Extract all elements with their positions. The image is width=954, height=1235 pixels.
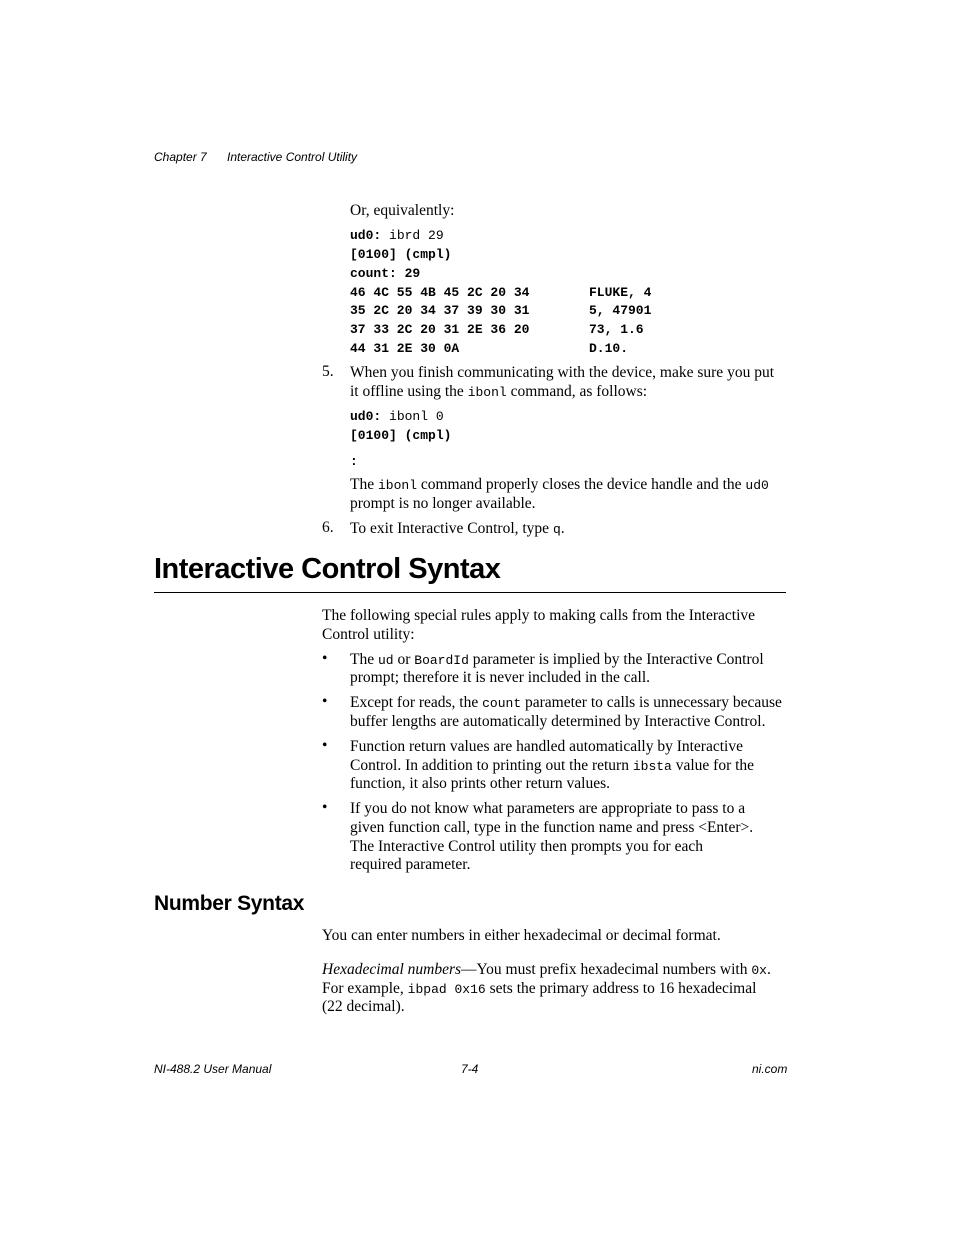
- section-intro-line2: Control utility:: [322, 626, 415, 643]
- bullet-marker: •: [322, 799, 328, 816]
- bullet3-line2: Control. In addition to printing out the return ibsta value for the: [350, 757, 755, 774]
- subsection-heading: Number Syntax: [154, 892, 305, 915]
- footer-manual-title: NI-488.2 User Manual: [154, 1062, 272, 1076]
- hex-para-line1: Hexadecimal numbers—You must prefix hexadecimal numbers with 0x.: [322, 961, 771, 978]
- bullet4-line3: The Interactive Control utility then prompts you for each: [350, 838, 703, 855]
- bullet-marker: •: [322, 650, 328, 667]
- code-hex-row: 35 2C 20 34 37 39 30 31: [350, 303, 530, 318]
- code-line-command: ud0: ibonl 0: [350, 409, 444, 424]
- bullet1-line1: The ud or BoardId parameter is implied by the Interactive Control: [350, 651, 764, 668]
- section-heading: Interactive Control Syntax: [154, 553, 501, 585]
- step6-text: To exit Interactive Control, type q.: [350, 520, 565, 537]
- code-hex-row: 37 33 2C 20 31 2E 36 20: [350, 322, 530, 337]
- number-syntax-intro: You can enter numbers in either hexadecimal or decimal format.: [322, 927, 721, 944]
- footer-website: ni.com: [752, 1062, 788, 1076]
- bullet3-line1: Function return values are handled automatically by Interactive: [350, 738, 743, 755]
- bullet-marker: •: [322, 737, 328, 754]
- code-line-count: count: 29: [350, 266, 421, 281]
- code-ascii-row: 73, 1.6: [589, 322, 644, 337]
- bullet1-line2: prompt; therefore it is never included in the call.: [350, 669, 650, 686]
- bullet2-line2: buffer lengths are automatically determined by Interactive Control.: [350, 713, 766, 730]
- bullet3-line3: function, it also prints other return values.: [350, 775, 610, 792]
- hex-para-line3: (22 decimal).: [322, 998, 405, 1015]
- step5-line1: When you finish communicating with the device, make sure you put: [350, 364, 774, 381]
- bullet4-line4: required parameter.: [350, 856, 471, 873]
- bullet-marker: •: [322, 693, 328, 710]
- code-hex-row: 44 31 2E 30 0A: [350, 341, 460, 356]
- header-title: Interactive Control Utility: [227, 150, 358, 164]
- step-number: 5.: [322, 363, 334, 380]
- section-intro-line1: The following special rules apply to making calls from the Interactive: [322, 607, 756, 624]
- hex-para-line2: For example, ibpad 0x16 sets the primary address to 16 hexadecimal: [322, 980, 757, 997]
- note-line2: prompt is no longer available.: [350, 495, 536, 512]
- step5-line2: it offline using the ibonl command, as follows:: [350, 383, 648, 400]
- code-ascii-row: D.10.: [589, 341, 629, 356]
- code-ascii-row: 5, 47901: [589, 303, 652, 318]
- code-line-status: [0100] (cmpl): [350, 247, 452, 262]
- step-number: 6.: [322, 519, 334, 536]
- section-divider: [154, 592, 786, 593]
- header-chapter: Chapter 7: [154, 150, 207, 164]
- bullet4-line1: If you do not know what parameters are appropriate to pass to a: [350, 800, 746, 817]
- code-ascii-row: FLUKE, 4: [589, 285, 652, 300]
- bullet2-line1: Except for reads, the count parameter to calls is unnecessary because: [350, 694, 782, 711]
- note-line1: The ibonl command properly closes the device handle and the ud0: [350, 476, 769, 493]
- code-hex-row: 46 4C 55 4B 45 2C 20 34: [350, 285, 530, 300]
- bullet4-line2: given function call, type in the function name and press <Enter>.: [350, 819, 754, 836]
- code-line-command: ud0: ibrd 29: [350, 228, 444, 243]
- page-number: 7-4: [461, 1062, 479, 1076]
- code-line-status: [0100] (cmpl): [350, 428, 452, 443]
- code-line-prompt: :: [350, 454, 358, 469]
- intro-text: Or, equivalently:: [350, 202, 455, 219]
